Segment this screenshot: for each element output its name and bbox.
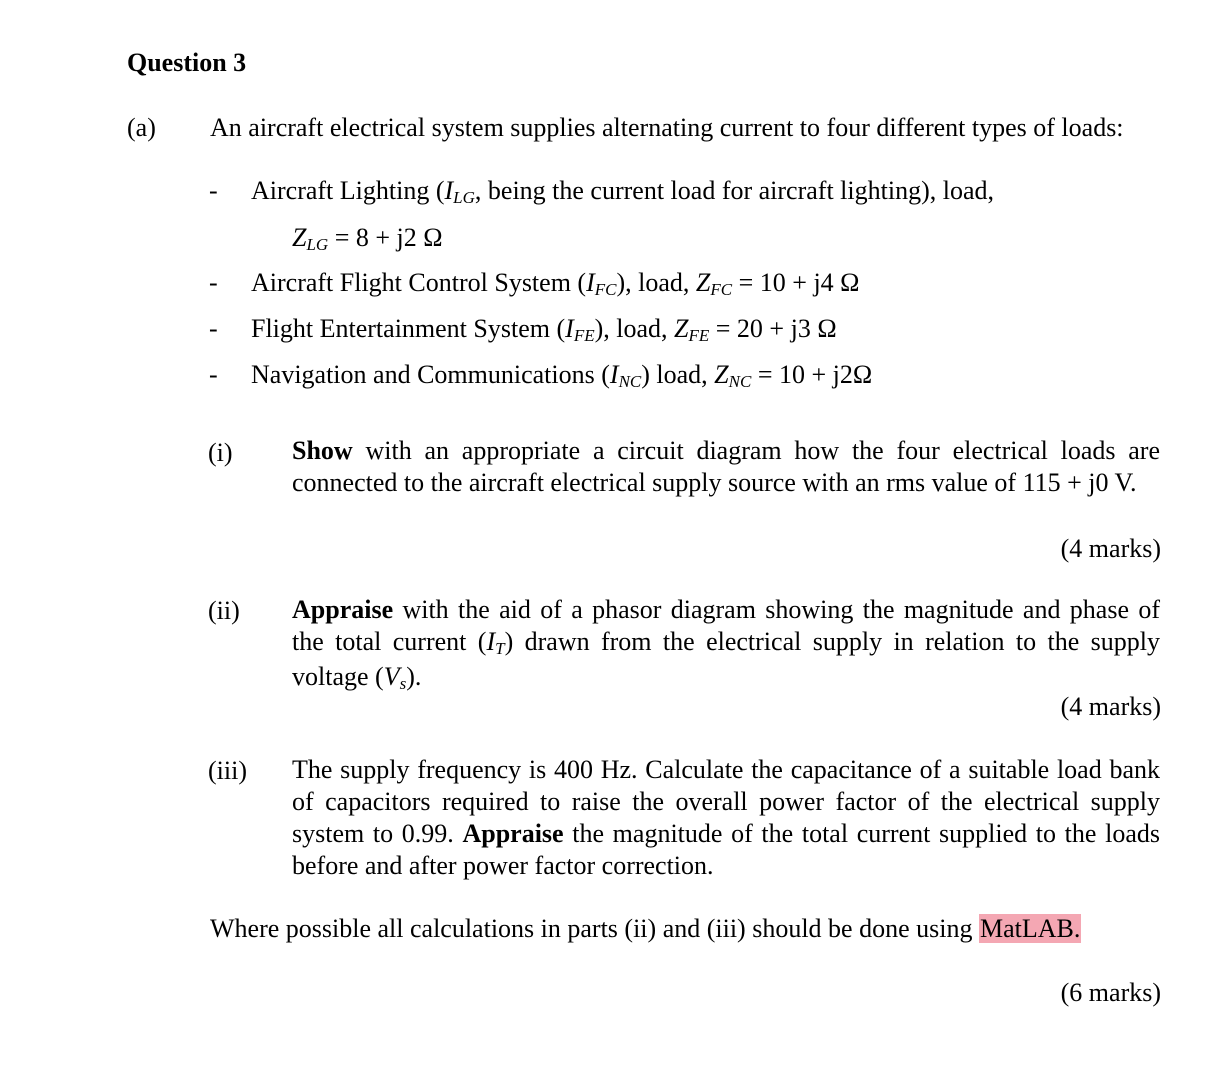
load-2-description: Aircraft Flight Control System $(I_{FC})$, load, $Z_{FC} = 10 + j4$ Ω: [251, 268, 860, 299]
part-a-label: (a): [127, 113, 156, 142]
load-1-bullet: -: [209, 176, 218, 205]
load-1-impedance: $Z_{LG} = 8 + j2$ Ω: [292, 223, 443, 254]
matlab-note: Where possible all calculations in parts (ii) and (iii) should be done using MatLAB.: [210, 914, 1081, 943]
part-i-text: Show with an appropriate a circuit diagram how the four electrical loads are connected to the aircraft electrical supply source with an rms value of 115 + j0 V.: [292, 436, 1160, 497]
part-ii-label: (ii): [208, 596, 240, 625]
part-ii-marks: (4 marks): [1060, 692, 1161, 721]
part-i-marks: (4 marks): [1060, 534, 1161, 563]
load-1-description: Aircraft Lighting ($I_{LG}$, being the current load for aircraft lighting), load,: [251, 176, 994, 207]
load-2-bullet: -: [209, 268, 218, 297]
part-iii-label: (iii): [208, 756, 247, 785]
part-iii-text: The supply frequency is 400 Hz. Calculate the capacitance of a suitable load bank of capacitors required to raise the overall power factor of the electrical supply system to 0.99. Appraise the magnitude of the total current supplied to the loads before and after power factor correction.: [292, 755, 1160, 880]
load-3-description: Flight Entertainment System $(I_{FE})$, load, $Z_{FE} = 20 + j3$ Ω: [251, 314, 837, 345]
matlab-highlight: MatLAB.: [979, 914, 1081, 943]
load-4-bullet: -: [209, 360, 218, 389]
part-iii-marks: (6 marks): [1060, 978, 1161, 1007]
question-title: Question 3: [127, 48, 247, 77]
part-a-intro: An aircraft electrical system supplies alternating current to four different types of loads:: [210, 113, 1124, 142]
part-ii-text: Appraise with the aid of a phasor diagram showing the magnitude and phase of the total current $(I_T)$ drawn from the electrical supply in relation to the supply voltage $(V_s)$.: [292, 595, 1160, 693]
load-3-bullet: -: [209, 314, 218, 343]
load-4-description: Navigation and Communications $(I_{NC})$ load, $Z_{NC} = 10 + j2\Omega$: [251, 360, 873, 391]
part-i-label: (i): [208, 438, 233, 467]
